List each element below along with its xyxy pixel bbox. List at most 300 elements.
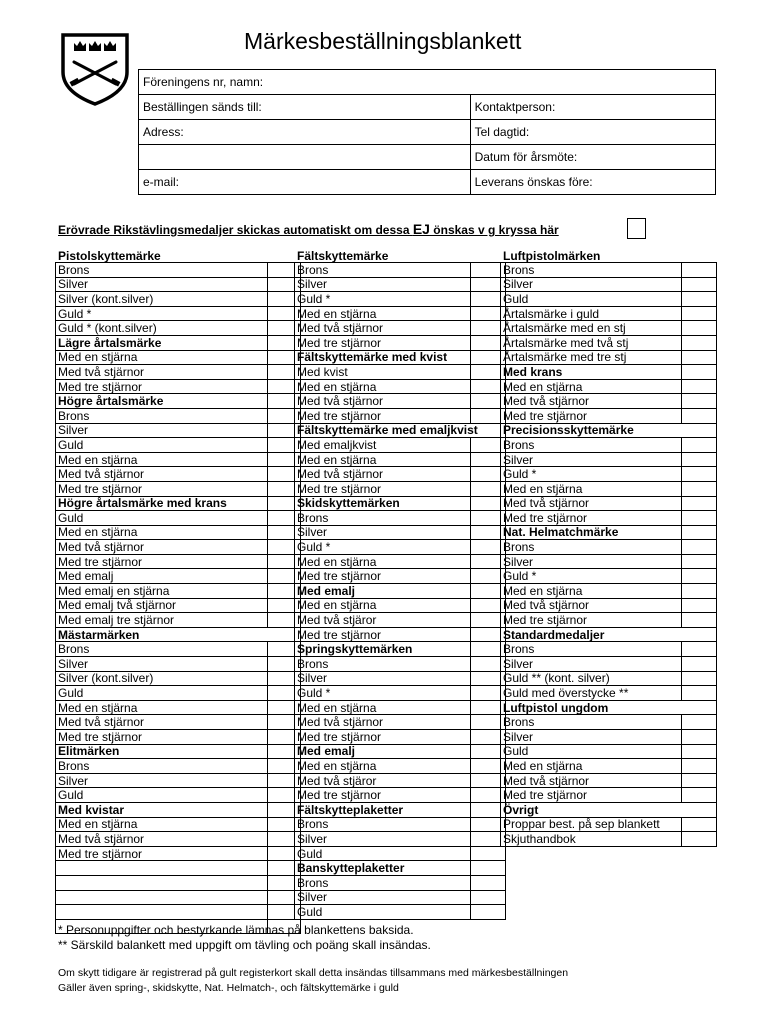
order-row — [501, 394, 717, 409]
item-label: Med tre stjärnor — [295, 335, 471, 350]
item-label: Guld — [56, 686, 268, 701]
notice-text-2: önskas v g kryssa här — [429, 223, 559, 237]
col1-header: Pistolskyttemärke — [58, 249, 161, 263]
quantity-cell[interactable] — [682, 496, 717, 511]
item-label: Med två stjärnor — [295, 321, 471, 336]
item-label: Silver — [56, 423, 268, 438]
order-row — [501, 408, 717, 423]
item-label: Silver — [295, 277, 471, 292]
order-row — [501, 467, 717, 482]
order-row — [295, 452, 506, 467]
item-label: Med tre stjärnor — [295, 408, 471, 423]
order-row — [295, 686, 506, 701]
quantity-cell[interactable] — [682, 263, 717, 278]
order-row — [295, 613, 506, 628]
item-label: Med emalj två stjärnor — [56, 598, 268, 613]
leverans-field[interactable]: Leverans önskas före: — [470, 170, 715, 195]
item-label: Silver — [295, 890, 471, 905]
item-label: Silver — [56, 773, 268, 788]
item-label: Brons — [295, 657, 471, 672]
item-label: Med en stjärna — [56, 700, 268, 715]
col2-header: Fältskyttemärke — [297, 249, 389, 263]
order-row — [501, 379, 717, 394]
order-row — [295, 540, 506, 555]
order-row — [56, 744, 301, 759]
order-row — [56, 584, 301, 599]
quantity-cell[interactable] — [682, 525, 717, 540]
order-row — [501, 744, 717, 759]
quantity-cell[interactable] — [682, 598, 717, 613]
item-label: Med en stjärna — [295, 700, 471, 715]
order-row — [295, 788, 506, 803]
item-label: Med en stjärna — [56, 525, 268, 540]
item-label: Med en stjärna — [295, 598, 471, 613]
order-row — [295, 875, 506, 890]
order-row — [56, 817, 301, 832]
item-label — [56, 875, 268, 890]
ej-checkbox[interactable] — [627, 218, 646, 239]
quantity-cell[interactable] — [682, 569, 717, 584]
item-label: Guld * (kont.silver) — [56, 321, 268, 336]
item-label: Silver (kont.silver) — [56, 671, 268, 686]
email-field[interactable]: e-mail: — [139, 170, 471, 195]
item-label: Med en stjärna — [501, 379, 682, 394]
order-row — [56, 423, 301, 438]
quantity-cell[interactable] — [682, 817, 717, 832]
order-row — [56, 263, 301, 278]
order-row — [501, 802, 717, 817]
quantity-cell[interactable] — [682, 379, 717, 394]
item-label: Brons — [295, 263, 471, 278]
section-heading: Med emalj — [295, 584, 471, 599]
col3-header: Luftpistolmärken — [503, 249, 601, 263]
bottom-notes — [58, 966, 568, 996]
item-label: Årtalsmärke i guld — [501, 306, 682, 321]
order-row — [501, 263, 717, 278]
item-label — [56, 890, 268, 905]
order-row — [56, 642, 301, 657]
item-label: Brons — [501, 438, 682, 453]
order-row — [501, 511, 717, 526]
item-label: Med en stjärna — [501, 759, 682, 774]
order-row — [295, 744, 506, 759]
item-label: Guld * — [56, 306, 268, 321]
quantity-cell[interactable] — [682, 481, 717, 496]
order-row — [56, 467, 301, 482]
order-row — [295, 846, 506, 861]
quantity-cell[interactable] — [682, 350, 717, 365]
order-row — [56, 598, 301, 613]
order-row — [501, 671, 717, 686]
item-label: Med tre stjärnor — [295, 730, 471, 745]
item-label: Silver — [501, 277, 682, 292]
quantity-cell[interactable] — [682, 671, 717, 686]
order-row — [295, 467, 506, 482]
item-label: Guld — [56, 788, 268, 803]
footnote-1: * Personuppgifter och bestyrkande lämnas på blankettens baksida. — [58, 923, 414, 937]
section-heading: Fältskyttemärke med emaljkvist — [295, 423, 506, 438]
col1-table — [55, 262, 301, 934]
order-row — [56, 481, 301, 496]
item-label: Guld — [295, 905, 471, 920]
order-row — [501, 642, 717, 657]
order-row — [501, 730, 717, 745]
order-row — [295, 481, 506, 496]
item-label: Guld — [501, 292, 682, 307]
notice-ej: EJ — [412, 221, 430, 237]
section-heading: Standardmedaljer — [501, 627, 717, 642]
medal-notice — [58, 221, 559, 237]
order-row — [56, 525, 301, 540]
order-row — [56, 394, 301, 409]
item-label: Silver — [56, 657, 268, 672]
order-row — [295, 335, 506, 350]
order-row — [56, 671, 301, 686]
item-label: Med emalj en stjärna — [56, 584, 268, 599]
item-label: Proppar best. på sep blankett — [501, 817, 682, 832]
order-row — [295, 263, 506, 278]
order-row — [56, 292, 301, 307]
order-row — [295, 671, 506, 686]
order-row — [501, 540, 717, 555]
order-row — [56, 773, 301, 788]
item-label: Med två stjärnor — [295, 467, 471, 482]
quantity-cell[interactable] — [682, 438, 717, 453]
item-label: Brons — [501, 540, 682, 555]
order-row — [295, 598, 506, 613]
item-label: Med tre stjärnor — [295, 569, 471, 584]
item-label: Med tre stjärnor — [501, 511, 682, 526]
order-row — [295, 584, 506, 599]
tel-field[interactable]: Tel dagtid: — [470, 120, 715, 145]
quantity-cell[interactable] — [682, 715, 717, 730]
order-row — [56, 438, 301, 453]
order-row — [56, 540, 301, 555]
item-label: Skjuthandbok — [501, 832, 682, 847]
item-label: Med tre stjärnor — [295, 627, 471, 642]
item-label: Guld * — [501, 569, 682, 584]
item-label: Med en stjärna — [295, 759, 471, 774]
order-row — [56, 686, 301, 701]
quantity-cell[interactable] — [682, 788, 717, 803]
section-heading: Skidskyttemärken — [295, 496, 471, 511]
section-heading: Elitmärken — [56, 744, 268, 759]
order-row — [501, 306, 717, 321]
quantity-cell[interactable] — [682, 832, 717, 847]
item-label: Med en stjärna — [56, 452, 268, 467]
section-heading: Luftpistol ungdom — [501, 700, 717, 715]
adress-field-2[interactable] — [139, 145, 471, 170]
order-row — [295, 730, 506, 745]
order-row — [295, 379, 506, 394]
order-row — [295, 306, 506, 321]
section-heading: Övrigt — [501, 802, 717, 817]
order-row — [56, 890, 301, 905]
item-label: Guld * — [295, 292, 471, 307]
item-label: Guld ** (kont. silver) — [501, 671, 682, 686]
item-label: Guld — [295, 846, 471, 861]
order-row — [501, 365, 717, 380]
item-label: Med två stjäror — [295, 773, 471, 788]
order-row — [501, 292, 717, 307]
quantity-cell[interactable] — [682, 408, 717, 423]
item-label: Silver — [501, 452, 682, 467]
item-label: Med en stjärna — [56, 817, 268, 832]
item-label: Guld * — [295, 686, 471, 701]
section-heading: Springskyttemärken — [295, 642, 471, 657]
quantity-cell[interactable] — [682, 306, 717, 321]
order-row — [56, 730, 301, 745]
section-heading: Med emalj — [295, 744, 471, 759]
order-row — [56, 875, 301, 890]
item-label: Med en stjärna — [295, 306, 471, 321]
item-label: Med tre stjärnor — [295, 481, 471, 496]
quantity-cell[interactable] — [682, 511, 717, 526]
item-label: Med två stjärnor — [56, 540, 268, 555]
order-row — [295, 496, 506, 511]
datum-field[interactable]: Datum för årsmöte: — [470, 145, 715, 170]
item-label — [56, 905, 268, 920]
order-row — [295, 321, 506, 336]
item-label: Med två stjärnor — [56, 365, 268, 380]
order-row — [501, 832, 717, 847]
order-row — [501, 788, 717, 803]
order-row — [501, 817, 717, 832]
item-label: Med tre stjärnor — [501, 408, 682, 423]
item-label: Brons — [501, 263, 682, 278]
section-heading: Nat. Helmatchmärke — [501, 525, 682, 540]
order-row — [501, 277, 717, 292]
item-label: Brons — [56, 759, 268, 774]
quantity-cell[interactable] — [682, 452, 717, 467]
item-label: Med emalj — [56, 569, 268, 584]
quantity-cell[interactable] — [682, 759, 717, 774]
order-row — [501, 759, 717, 774]
order-row — [295, 657, 506, 672]
page-title: Märkesbeställningsblankett — [244, 28, 522, 54]
quantity-cell[interactable] — [682, 584, 717, 599]
kontaktperson-field[interactable]: Kontaktperson: — [470, 95, 715, 120]
item-label: Brons — [56, 642, 268, 657]
quantity-cell[interactable] — [682, 321, 717, 336]
order-row — [295, 802, 506, 817]
item-label: Brons — [501, 715, 682, 730]
order-row — [501, 627, 717, 642]
order-row — [295, 773, 506, 788]
footnote-2: ** Särskild balankett med uppgift om tävling och poäng skall insändas. — [58, 938, 431, 952]
item-label: Med två stjärnor — [501, 598, 682, 613]
order-row — [501, 452, 717, 467]
item-label: Silver — [295, 832, 471, 847]
section-heading: Fältskyttemärke med kvist — [295, 350, 471, 365]
item-label: Med två stjäror — [295, 613, 471, 628]
order-row — [56, 905, 301, 920]
quantity-cell[interactable] — [682, 773, 717, 788]
item-label: Guld * — [295, 540, 471, 555]
quantity-cell[interactable] — [682, 657, 717, 672]
order-row — [56, 408, 301, 423]
adress-field[interactable]: Adress: — [139, 120, 471, 145]
quantity-cell[interactable] — [682, 744, 717, 759]
bottom-note-2: Gäller även spring-, skidskytte, Nat. Helmatch-, och fältskyttemärke i guld — [58, 982, 399, 994]
order-row — [501, 350, 717, 365]
header-form — [138, 69, 716, 195]
item-label: Med tre stjärnor — [295, 788, 471, 803]
order-row — [501, 438, 717, 453]
order-row — [501, 321, 717, 336]
section-heading: Högre årtalsmärke med krans — [56, 496, 268, 511]
item-label: Med en stjärna — [501, 584, 682, 599]
order-row — [56, 306, 301, 321]
order-row — [501, 335, 717, 350]
item-label: Med kvist — [295, 365, 471, 380]
item-label: Guld — [501, 744, 682, 759]
item-label: Årtalsmärke med en stj — [501, 321, 682, 336]
order-row — [501, 613, 717, 628]
item-label: Silver — [295, 525, 471, 540]
item-label: Med två stjärnor — [295, 715, 471, 730]
quantity-cell[interactable] — [682, 394, 717, 409]
quantity-cell[interactable] — [471, 905, 506, 920]
quantity-cell[interactable] — [471, 861, 506, 876]
item-label: Med två stjärnor — [56, 715, 268, 730]
order-row — [295, 423, 506, 438]
order-row — [56, 759, 301, 774]
order-row — [56, 846, 301, 861]
item-label: Med två stjärnor — [56, 467, 268, 482]
order-row — [295, 700, 506, 715]
item-label: Brons — [295, 817, 471, 832]
quantity-cell[interactable] — [682, 335, 717, 350]
order-row — [56, 700, 301, 715]
order-row — [295, 292, 506, 307]
order-row — [501, 700, 717, 715]
bottom-note-1: Om skytt tidigare är registrerad på gult registerkort skall detta insändas tillsammans med märkesbeställningen — [58, 967, 569, 979]
item-label: Silver — [295, 671, 471, 686]
item-label: Med tre stjärnor — [56, 481, 268, 496]
item-label: Med en stjärna — [295, 554, 471, 569]
item-label: Silver — [501, 657, 682, 672]
item-label: Med två stjärnor — [501, 773, 682, 788]
quantity-cell[interactable] — [682, 467, 717, 482]
item-label: Silver — [501, 730, 682, 745]
order-row — [295, 438, 506, 453]
order-row — [501, 569, 717, 584]
order-row — [501, 584, 717, 599]
item-label: Silver (kont.silver) — [56, 292, 268, 307]
quantity-cell[interactable] — [682, 292, 717, 307]
order-row — [56, 627, 301, 642]
order-row — [501, 496, 717, 511]
col2-table — [294, 262, 506, 920]
order-row — [56, 832, 301, 847]
order-row — [295, 642, 506, 657]
order-row — [295, 277, 506, 292]
section-heading: Fältskytteplaketter — [295, 802, 471, 817]
notice-text-1: Erövrade Rikstävlingsmedaljer skickas automatiskt om dessa — [58, 223, 413, 237]
order-row — [501, 525, 717, 540]
order-row — [501, 554, 717, 569]
item-label: Med emalj tre stjärnor — [56, 613, 268, 628]
quantity-cell[interactable] — [682, 277, 717, 292]
item-label: Med en stjärna — [295, 379, 471, 394]
order-row — [295, 861, 506, 876]
order-row — [295, 569, 506, 584]
order-row — [56, 788, 301, 803]
order-row — [295, 715, 506, 730]
order-row — [501, 481, 717, 496]
item-label: Guld * — [501, 467, 682, 482]
col3-table — [500, 262, 717, 847]
order-row — [56, 657, 301, 672]
quantity-cell[interactable] — [471, 890, 506, 905]
quantity-cell[interactable] — [682, 686, 717, 701]
footnotes — [58, 923, 431, 953]
item-label: Med tre stjärnor — [501, 613, 682, 628]
item-label: Brons — [295, 875, 471, 890]
item-label: Med tre stjärnor — [501, 788, 682, 803]
item-label: Guld — [56, 511, 268, 526]
order-row — [295, 525, 506, 540]
item-label: Brons — [56, 263, 268, 278]
item-label: Med tre stjärnor — [56, 730, 268, 745]
item-label: Årtalsmärke med tre stj — [501, 350, 682, 365]
item-label: Årtalsmärke med två stj — [501, 335, 682, 350]
quantity-cell[interactable] — [682, 642, 717, 657]
sands-till-field[interactable]: Beställingen sänds till: — [139, 95, 471, 120]
section-heading: Med kvistar — [56, 802, 268, 817]
order-row — [56, 715, 301, 730]
section-heading: Med krans — [501, 365, 682, 380]
quantity-cell[interactable] — [471, 875, 506, 890]
quantity-cell[interactable] — [682, 365, 717, 380]
order-row — [295, 365, 506, 380]
order-row — [56, 511, 301, 526]
order-row — [295, 408, 506, 423]
quantity-cell[interactable] — [682, 613, 717, 628]
order-row — [295, 759, 506, 774]
quantity-cell[interactable] — [682, 730, 717, 745]
order-row — [295, 905, 506, 920]
item-label: Med två stjärnor — [295, 394, 471, 409]
item-label: Med en stjärna — [295, 452, 471, 467]
order-row — [56, 379, 301, 394]
section-heading: Mästarmärken — [56, 627, 301, 642]
forening-field[interactable]: Föreningens nr, namn: — [139, 70, 716, 95]
order-row — [501, 598, 717, 613]
section-heading: Banskytteplaketter — [295, 861, 471, 876]
order-row — [56, 321, 301, 336]
order-row — [56, 802, 301, 817]
order-row — [56, 861, 301, 876]
order-row — [56, 613, 301, 628]
order-row — [295, 890, 506, 905]
item-label: Guld — [56, 438, 268, 453]
order-row — [501, 773, 717, 788]
order-row — [56, 277, 301, 292]
item-label: Brons — [501, 642, 682, 657]
item-label: Med två stjärnor — [501, 394, 682, 409]
item-label: Brons — [56, 408, 268, 423]
quantity-cell[interactable] — [682, 540, 717, 555]
order-row — [295, 511, 506, 526]
order-row — [56, 554, 301, 569]
order-row — [56, 335, 301, 350]
order-row — [295, 817, 506, 832]
quantity-cell[interactable] — [471, 846, 506, 861]
quantity-cell[interactable] — [682, 554, 717, 569]
item-label: Med en stjärna — [501, 481, 682, 496]
